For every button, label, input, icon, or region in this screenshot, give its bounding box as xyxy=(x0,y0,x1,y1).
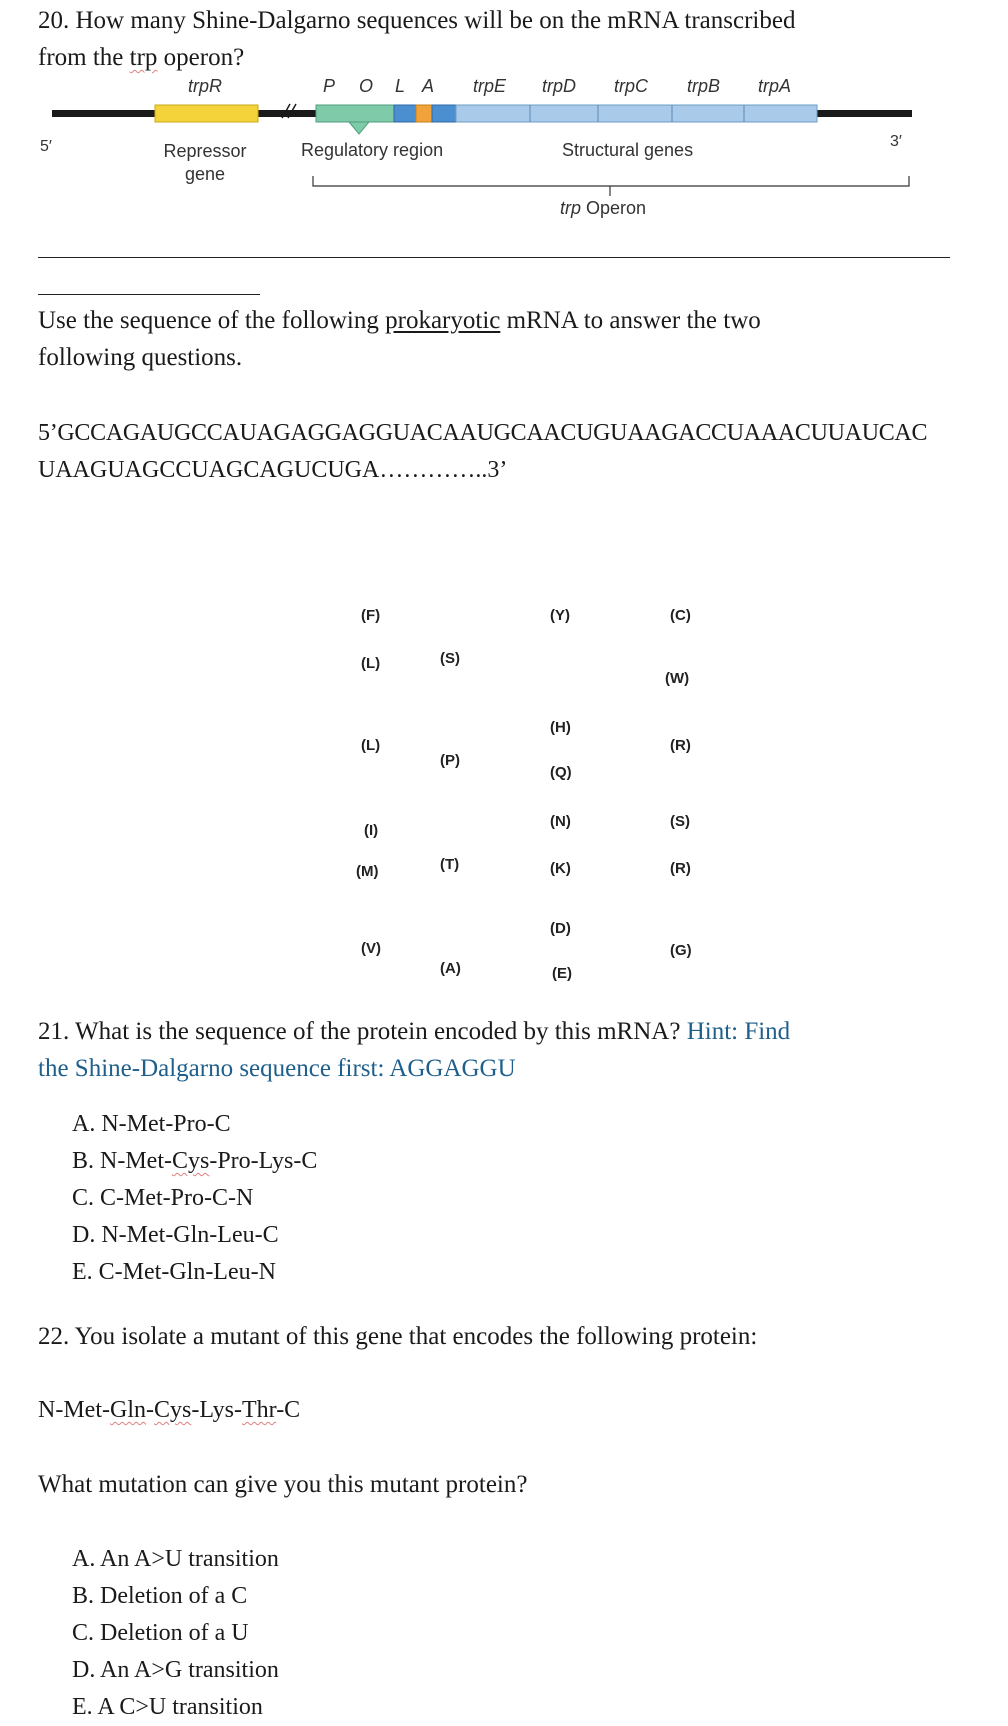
q21-option-d[interactable]: D. N-Met-Gln-Leu-C xyxy=(72,1222,279,1248)
aa-col4-1: (W) xyxy=(665,670,690,687)
operon-rest: Operon xyxy=(581,198,647,218)
mrna-sequence-line2: UAAGUAGCCUAGCAGUCUGA…………..3’ xyxy=(38,457,508,483)
mutant-mid1: - xyxy=(145,1397,154,1423)
mutant-gln: Gln xyxy=(109,1397,146,1423)
q21-line1 xyxy=(38,1013,790,1050)
q21-option-a[interactable]: A. N-Met-Pro-C xyxy=(72,1111,231,1137)
aa-col2-0: (S) xyxy=(440,650,460,667)
regulatory-region-label: Regulatory region xyxy=(301,140,444,160)
aa-col4-0: (C) xyxy=(670,607,691,624)
aa-col2-2: (T) xyxy=(440,856,460,873)
label-trpD: trpD xyxy=(542,76,577,96)
aa-col3-3: (N) xyxy=(550,813,571,830)
intro-line2: following questions. xyxy=(38,344,243,371)
operon-graphic xyxy=(0,0,1008,240)
mutant-thr: Thr xyxy=(242,1397,277,1423)
mutant-cys: Cys xyxy=(153,1397,192,1423)
aa-col1-4: (M) xyxy=(356,863,379,880)
label-trpC: trpC xyxy=(614,76,649,96)
aa-col1-5: (V) xyxy=(361,940,381,957)
aa-col1-1: (L) xyxy=(361,655,381,672)
repressor-gene-label xyxy=(160,140,250,186)
label-trpR: trpR xyxy=(188,76,223,96)
leader-box xyxy=(416,105,432,122)
q21-option-c[interactable]: C. C-Met-Pro-C-N xyxy=(72,1185,254,1211)
operon-bracket xyxy=(313,176,909,196)
structural-genes-label: Structural genes xyxy=(562,140,694,160)
aa-col2-3: (A) xyxy=(440,960,461,977)
mutant-post: -C xyxy=(276,1397,301,1423)
q22-option-c[interactable]: C. Deletion of a U xyxy=(72,1620,249,1646)
aa-col3-2: (Q) xyxy=(550,764,572,781)
label-A: A xyxy=(422,76,435,96)
q22-question: What mutation can give you this mutant protein? xyxy=(38,1471,528,1498)
intro-post: mRNA to answer the two xyxy=(500,307,761,334)
q21-option-b-post: -Pro-Lys-C xyxy=(209,1148,318,1174)
q22-mutant-protein xyxy=(38,1392,300,1429)
aa-col3-1: (H) xyxy=(550,719,571,736)
mutant-mid2: -Lys- xyxy=(191,1397,243,1423)
five-prime-label: 5′ xyxy=(40,138,52,155)
promoter-box xyxy=(316,105,394,122)
q22-option-e[interactable]: E. A C>U transition xyxy=(72,1694,263,1720)
intro-pre: Use the sequence of the following xyxy=(38,307,386,334)
aa-col4-4: (R) xyxy=(670,860,691,877)
q21-option-b-pre: B. N-Met- xyxy=(72,1148,172,1174)
label-P: P xyxy=(323,76,336,96)
intro-prokaryotic: prokaryotic xyxy=(385,307,501,334)
q21-hint-line2: the Shine-Dalgarno sequence first: AGGAGGU xyxy=(38,1055,516,1082)
answer-line-1 xyxy=(38,257,950,258)
aa-col4-3: (S) xyxy=(670,813,690,830)
three-prime-label: 3′ xyxy=(890,133,902,150)
aa-col2-1: (P) xyxy=(440,752,460,769)
aa-col1-2: (L) xyxy=(361,737,381,754)
answer-line-2 xyxy=(38,294,260,295)
mrna-sequence-line1: 5’GCCAGAUGCCAUAGAGGAGGUACAAUGCAACUGUAAGACCUAAACUUAUCAC xyxy=(38,420,928,446)
aa-col1-3: (I) xyxy=(364,822,379,839)
repressor-line1: Repressor xyxy=(163,141,247,161)
label-O: O xyxy=(359,76,374,96)
q22-option-a[interactable]: A. An A>U transition xyxy=(72,1546,279,1572)
operator-box xyxy=(394,105,416,122)
q21-option-b-cys: Cys xyxy=(171,1148,210,1174)
q20-trp-word: trp xyxy=(129,44,158,71)
aa-col4-2: (R) xyxy=(670,737,691,754)
q21-hint-part1: Hint: Find xyxy=(686,1018,791,1045)
q22-line1: 22. You isolate a mutant of this gene that encodes the following protein: xyxy=(38,1323,758,1350)
q20-line1: 20. How many Shine-Dalgarno sequences will be on the mRNA transcribed xyxy=(38,7,796,34)
intro-line1 xyxy=(38,302,761,339)
repressor-line2: gene xyxy=(184,164,226,184)
trp-operon-label xyxy=(560,198,646,219)
q21-option-e[interactable]: E. C-Met-Gln-Leu-N xyxy=(72,1259,276,1285)
operator-pointer-triangle xyxy=(349,122,369,134)
q20-line2-post: operon? xyxy=(157,44,245,71)
operon-italic: trp xyxy=(560,198,582,218)
aa-col4-5: (G) xyxy=(670,942,692,959)
label-trpA: trpA xyxy=(758,76,792,96)
aa-col3-6: (E) xyxy=(552,965,572,982)
aa-col3-0: (Y) xyxy=(550,607,570,624)
q21-option-b[interactable] xyxy=(72,1143,317,1180)
q22-option-d[interactable]: D. An A>G transition xyxy=(72,1657,279,1683)
mutant-pre: N-Met- xyxy=(38,1397,110,1423)
aa-col3-4: (K) xyxy=(550,860,571,877)
q22-option-b[interactable]: B. Deletion of a C xyxy=(72,1583,248,1609)
q21-question-text: 21. What is the sequence of the protein encoded by this mRNA? xyxy=(38,1018,687,1045)
aa-col1-0: (F) xyxy=(361,607,381,624)
q20-line2-pre: from the xyxy=(38,44,130,71)
label-trpE: trpE xyxy=(473,76,507,96)
trpR-gene-box xyxy=(155,105,258,122)
structural-genes-box xyxy=(456,105,817,122)
label-L: L xyxy=(395,76,406,96)
label-trpB: trpB xyxy=(687,76,721,96)
attenuator-box xyxy=(432,105,456,122)
aa-col3-5: (D) xyxy=(550,920,571,937)
